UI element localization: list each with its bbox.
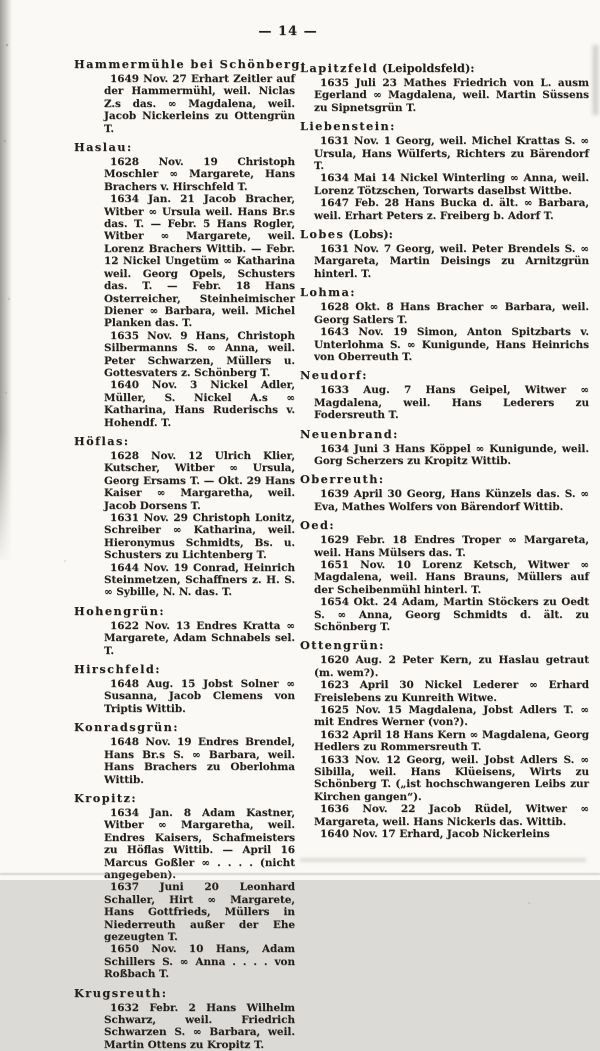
section-heading-place: Oed: [300,518,335,533]
record-entry: 1628 Nov. 19 Christoph Moschler ∞ Margarete, Hans Brachers v. Hirschfeld T. [104,156,295,193]
record-entry: 1643 Nov. 19 Simon, Anton Spitzbarts v. Unterlohma S. ∞ Kunigunde, Hans Heinrichs von Oberreuth T. [314,326,589,363]
section-heading [300,428,589,441]
record-entry: 1625 Nov. 15 Magdalena, Jobst Adlers T. ∞ mit Endres Werner (von?). [314,704,589,729]
section-heading [74,663,295,676]
record-entry: 1640 Nov. 17 Erhard, Jacob Nickerleins [320,828,550,841]
record-entry: 1637 Juni 20 Leonhard Schaller, Hirt ∞ Margarete, Hans Gottfrieds, Müllers in Niederreuth außer der Ehe gezeugten T. [104,881,295,943]
record-entry: 1631 Nov. 29 Christoph Lonitz, Schreiber ∞ Katharina, weil. Hieronymus Schmidts, Bs. u. Schusters zu Lichtenberg T. [104,512,295,562]
record-entry: 1635 Nov. 9 Hans, Christoph Silbermanns S. ∞ Anna, weil. Peter Schwarzen, Müllers u. Gottesvaters z. Schönberg T. [104,329,295,379]
section-heading [300,369,589,382]
record-entry: 1631 Nov. 1 Georg, weil. Michel Krattas S. ∞ Ursula, Hans Wülferts, Richters zu Bärendorf T. [314,135,589,173]
section-heading-place: Hohengrün: [74,603,165,618]
column-right [300,62,589,841]
record-entry: 1649 Nov. 27 Erhart Zeitler auf der Hammermühl, weil. Niclas Z.s das. ∞ Magdalena, weil. Jacob Nickerleins zu Ottengrün T. [104,73,295,135]
record-entry: 1629 Febr. 18 Endres Troper ∞ Margareta, weil. Hans Mülsers das. T. [314,534,589,559]
record-entry: 1647 Feb. 28 Hans Bucka d. ält. ∞ Barbara, weil. Erhart Peters z. Freiberg b. Adorf T. [314,197,589,222]
record-entry: 1640 Nov. 3 Nickel Adler, Müller, S. Nickel A.s ∞ Katharina, Hans Ruderischs v. Hohendf. T. [104,379,295,429]
record-entry: 1634 Jan. 8 Adam Kastner, Witber ∞ Margaretha, weil. Endres Kaisers, Schafmeisters zu Höflas Wittib. — April 16 Marcus Goßler ∞ . . . . (nicht angegeben). [104,806,295,881]
record-entry: 1628 Nov. 12 Ulrich Klier, Kutscher, Witber ∞ Ursula, Georg Ersams T. — Okt. 29 Hans Kaiser ∞ Margaretha, weil. Jacob Dorsens T. [104,449,295,512]
page-header [0,24,576,39]
record-entry: 1622 Nov. 13 Endres Kratta ∞ Margarete, Adam Schnabels sel. T. [104,619,295,657]
record-entry: 1632 April 18 Hans Kern ∞ Magdalena, Georg Hedlers zu Rommersreuth T. [314,728,589,754]
record-entry: 1634 Juni 3 Hans Köppel ∞ Kunigunde, weil. Gorg Scherzers zu Kropitz Wittib. [314,442,589,467]
scan-specks [0,0,2,2]
record-entry: 1636 Nov. 22 Jacob Rüdel, Witwer ∞ Margareta, weil. Hans Nickerls das. Wittib. [314,803,589,828]
section-heading-place: Neudorf: [300,368,368,383]
record-entry: 1628 Okt. 8 Hans Bracher ∞ Barbara, weil. Georg Satlers T. [314,301,589,326]
section-heading [300,286,589,299]
section-heading [300,228,589,241]
record-entry: 1654 Okt. 24 Adam, Martin Stöckers zu Oedt S. ∞ Anna, Georg Schmidts d. ält. zu Schönberg T. [314,596,589,633]
section-heading-place: Lapitzfeld [300,61,379,75]
scan-bottom-ghost-text [300,858,586,862]
record-entry: 1620 Aug. 2 Peter Kern, zu Haslau getraut (m. wem?). [314,654,589,679]
record-entry: 1639 April 30 Georg, Hans Künzels das. S. ∞ Eva, Mathes Wolfers von Bärendorf Wittib. [314,488,589,513]
section-heading-place: Konradsgrün: [74,720,179,735]
section-heading-place: Hirschfeld: [74,662,161,677]
section-heading-place: Lobes [300,227,345,242]
record-entry: 1623 April 30 Nickel Lederer ∞ Erhard Freislebens zu Kunreith Witwe. [314,679,589,704]
section-heading [74,57,307,71]
section-heading-note: (Leipoldsfeld): [378,61,475,75]
section-heading [300,519,589,532]
section-heading [74,721,295,734]
section-heading-place: Neuenbrand: [300,426,399,441]
section-heading [74,987,295,1000]
section-heading-note: (Lobs): [344,227,393,242]
record-entry: 1648 Nov. 19 Endres Brendel, Hans Br.s S. ∞ Barbara, weil. Hans Brachers zu Oberlohma Wittib. [104,736,295,786]
record-entry: 1635 Juli 23 Mathes Friedrich von L. ausm Egerland ∞ Magdalena, weil. Martin Süssens zu Sipnetsgrün T. [314,77,589,114]
record-entry: 1634 Jan. 21 Jacob Bracher, Witber ∞ Ursula weil. Hans Br.s das. T. — Febr. 5 Hans Rogler, Witber ∞ Margarete, weil. Lorenz Brachers Wittib. — Febr. 12 Nickel Ungetüm ∞ Katharina weil. Georg Opels, Schusters das. T. — Febr. 18 Hans Osterreicher, Steinheimischer Diener ∞ Barbara, weil. Michel Planken das. T. [104,193,295,330]
section-heading-place: Oberreuth: [300,472,385,487]
record-entry: 1644 Nov. 19 Conrad, Heinrich Steinmetzen, Schaffners z. H. S. ∞ Sybille, N. N. das. T. [104,561,295,599]
record-entry: 1648 Aug. 15 Jobst Solner ∞ Susanna, Jacob Clemens von Triptis Wittib. [104,678,295,715]
section-heading [74,792,295,805]
record-entry: 1650 Nov. 10 Hans, Adam Schillers S. ∞ Anna . . . . von Roßbach T. [104,943,295,981]
section-heading [74,435,295,448]
section-heading [300,473,589,486]
section-heading-place: Höflas: [74,433,130,448]
record-entry: 1632 Febr. 2 Hans Wilhelm Schwarz, weil. Friedrich Schwarzen S. ∞ Barbara, weil. Martin Ottens zu Kropitz T. [104,1001,295,1051]
section-heading-place: Lohma: [300,285,356,300]
section-heading-place: Ottengrün: [300,638,385,653]
section-heading-place: Liebenstein: [300,119,396,134]
section-heading-place: Krugsreuth: [74,985,168,1000]
section-heading [300,120,589,133]
section-heading [74,141,295,154]
section-heading-place: Hammermühle bei Schönberg: [74,57,307,71]
record-entry: 1631 Nov. 7 Georg, weil. Peter Brendels S. ∞ Margareta, Martin Deisings zu Arnitzgrün hinterl. T. [314,243,589,280]
section-heading [300,639,589,652]
section-heading-place: Haslau: [74,140,133,155]
scan-left-edge-fade [0,430,12,570]
section-heading [300,62,589,75]
record-entry: 1633 Nov. 12 Georg, weil. Jobst Adlers S. ∞ Sibilla, weil. Hans Klüeisens, Wirts zu Schönberg T. („ist hochschwangeren Leibs zur Kirchen gangen“). [314,753,589,803]
scan-left-edge-shadow [0,0,12,560]
record-entry: 1633 Aug. 7 Hans Geipel, Witwer ∞ Magdalena, weil. Hans Lederers zu Fodersreuth T. [314,384,589,422]
section-heading [74,605,295,618]
page-number: — 14 — [258,24,318,39]
section-heading-place: Kropitz: [74,790,138,805]
column-left [74,57,307,1051]
scan-right-edge-smudge [593,45,598,115]
record-entry: 1634 Mai 14 Nickel Winterling ∞ Anna, weil. Lorenz Tötzschen, Torwarts daselbst Wittbe. [314,172,589,197]
record-entry: 1651 Nov. 10 Lorenz Ketsch, Witwer ∞ Magdalena, weil. Hans Brauns, Müllers auf der Scheibenmühl hinterl. T. [314,558,589,596]
